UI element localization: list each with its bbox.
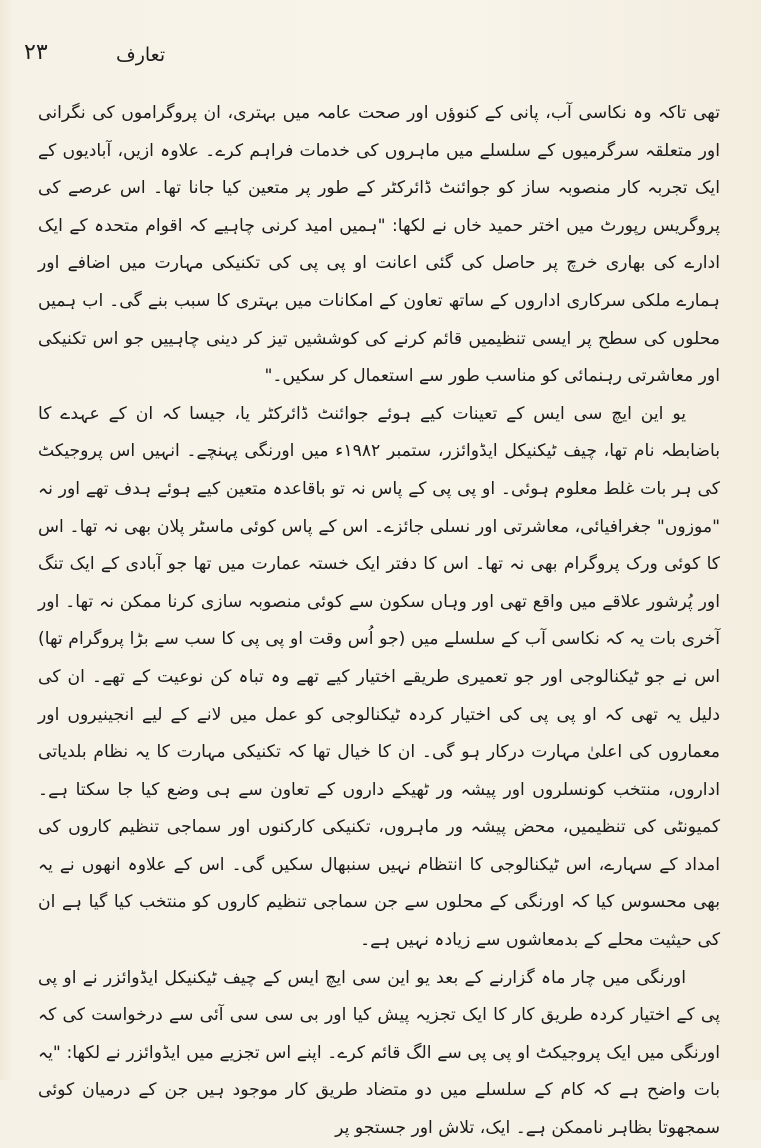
page-header <box>0 40 761 80</box>
paragraph: یو این ایچ سی ایس کے تعینات کیے ہوئے جوائنٹ ڈائرکٹر یا، جیسا کہ ان کے عہدے کا باضابطہ نام تھا، چیف ٹیکنیکل ایڈوائزر، ستمبر ۱۹۸۲ء میں اورنگی پہنچے۔ انہیں اس پروجیکٹ کی ہر بات غلط معلوم ہوئی۔ او پی پی کے پاس نہ تو باقاعدہ متعین کیے ہوئے ہدف تھے اور نہ "موزوں" جغرافیائی، معاشرتی اور نسلی جائزے۔ اس کے پاس کوئی ماسٹر پلان بھی نہ تھا۔ اس کا کوئی ورک پروگرام بھی نہ تھا۔ اس کا دفتر ایک خستہ عمارت میں تھا جو آبادی کے ایک تنگ اور پُرشور علاقے میں واقع تھی اور وہاں سکون سے کوئی منصوبہ سازی کرنا ممکن نہ تھا۔ اور آخری بات یہ کہ نکاسی آب کے سلسلے میں (جو اُس وقت او پی پی کا سب سے بڑا پروگرام تھا) اس نے جو ٹیکنالوجی اور جو تعمیری طریقے اختیار کیے تھے وہ تباہ کن نوعیت کے تھے۔ ان کی دلیل یہ تھی کہ او پی پی کی اختیار کردہ ٹیکنالوجی کو عمل میں لانے کے لیے انجینیروں اور معماروں کی اعلیٰ مہارت درکار ہو گی۔ ان کا خیال تھا کہ تکنیکی مہارت کا یہ نظام بلدیاتی اداروں، منتخب کونسلروں اور پیشہ ور ٹھیکے داروں کے تعاون سے ہی وضع کیا جا سکتا ہے۔ کمیونٹی کی تنظیمیں، محض پیشہ ور ماہروں، تکنیکی کارکنوں اور سماجی تنظیم کاروں کی امداد کے سہارے، اس ٹیکنالوجی کا انتظام نہیں سنبھال سکیں گی۔ اس کے علاوہ انھوں نے یہ بھی محسوس کیا کہ اورنگی کے محلوں سے جن سماجی تنظیم کاروں کو منتخب کیا گیا ہے ان کی حیثیت محلے کے بدمعاشوں سے زیادہ نہیں ہے۔ <box>38 403 720 951</box>
page-number: ۲۳ <box>24 40 48 65</box>
paragraph: تھی تاکہ وہ نکاسی آب، پانی کے کنوؤں اور صحت عامہ میں بہتری، ان پروگراموں کی نگرانی اور متعلقہ سرگرمیوں کے سلسلے میں ماہروں کی خدمات فراہم کرے۔ علاوہ ازیں، آبادیوں کے ایک تجربہ کار منصوبہ ساز کو جوائنٹ ڈائرکٹر کے طور پر متعین کیا جانا تھا۔ اس عرصے کی پروگریس رپورٹ میں اختر حمید خاں نے لکھا: "ہمیں امید کرنی چاہیے کہ اقوام متحدہ کے ایک ادارے کی بھاری خرچ پر حاصل کی گئی اعانت او پی پی کی تکنیکی مہارت میں اضافے اور ہمارے ملکی سرکاری اداروں کے ساتھ تعاون کے امکانات میں بہتری کا سبب بنے گی۔ اب ہمیں محلوں کی سطح پر ایسی تنظیمیں قائم کرنے کی کوششیں تیز کر دینی چاہییں جو اس تکنیکی اور معاشرتی رہنمائی کو مناسب طور سے استعمال کر سکیں۔" <box>38 103 720 387</box>
running-title: تعارف <box>116 44 166 66</box>
paragraph: اورنگی میں چار ماہ گزارنے کے بعد یو این سی ایچ ایس کے چیف ٹیکنیکل ایڈوائزر نے او پی پی کے اختیار کردہ طریق کار کا ایک تجزیہ پیش کیا اور بی سی سی آئی سے درخواست کی کہ اورنگی میں ایک پروجیکٹ او پی پی سے الگ قائم کرے۔ اپنے اس تجزیے میں ایڈوائزر نے لکھا: "یہ بات واضح ہے کہ کام کے سلسلے میں دو متضاد طریق کار موجود ہیں جن کے درمیان کوئی سمجھوتا بظاہر ناممکن ہے۔ ایک، تلاش اور جستجو پر <box>38 967 720 1139</box>
body-text <box>38 95 720 1148</box>
